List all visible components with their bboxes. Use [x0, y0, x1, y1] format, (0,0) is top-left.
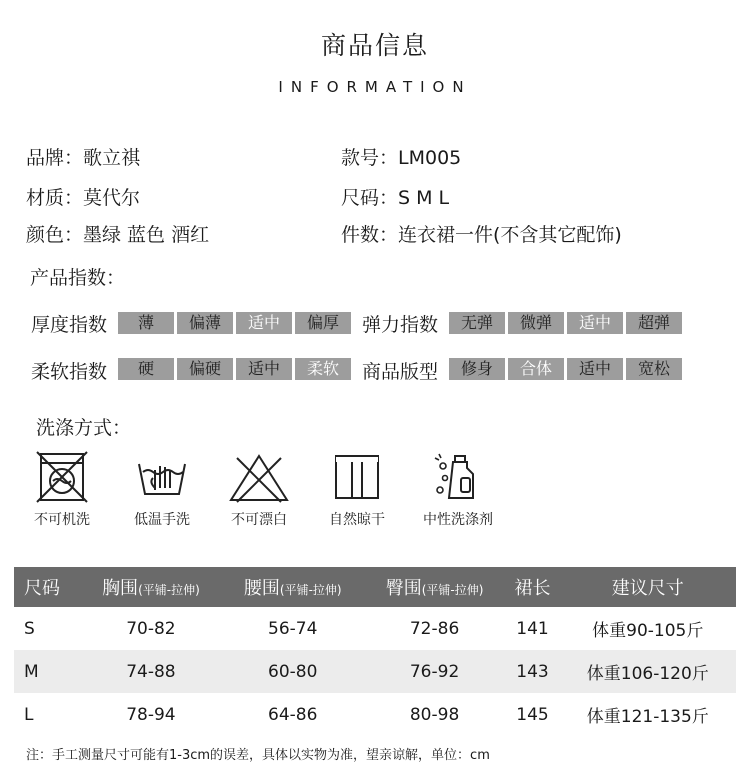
header-waist: 腰围(平铺-拉伸)	[222, 567, 364, 607]
header-suggested: 建议尺寸	[560, 567, 736, 607]
table-header-row	[14, 567, 736, 607]
softness-label: 柔软指数	[31, 361, 108, 383]
fit-option: 修身	[449, 358, 505, 380]
wash-label: 低温手洗	[134, 512, 190, 528]
softness-scale	[118, 358, 351, 380]
wash-label: 不可机洗	[34, 512, 90, 528]
elasticity-label: 弹力指数	[362, 314, 439, 336]
thickness-option: 偏厚	[295, 312, 351, 334]
table-cell: L	[24, 704, 34, 725]
table-cell: 74-88	[80, 650, 222, 693]
fit-option: 宽松	[626, 358, 682, 380]
no-bleach-icon	[227, 450, 291, 504]
table-cell: 143	[505, 650, 559, 693]
page-subtitle: INFORMATION	[278, 78, 472, 96]
header-length: 裙长	[505, 567, 559, 607]
thickness-option: 薄	[118, 312, 174, 334]
fit-scale	[449, 358, 682, 380]
table-row	[14, 607, 736, 650]
softness-option-selected: 柔软	[295, 358, 351, 380]
table-row	[14, 693, 736, 736]
material-info: 材质：莫代尔	[26, 187, 141, 209]
table-row	[14, 650, 736, 693]
no-machine-wash-icon	[35, 450, 89, 504]
header-bust: 胸围(平铺-拉伸)	[80, 567, 222, 607]
softness-option: 硬	[118, 358, 174, 380]
table-cell: M	[14, 650, 80, 693]
thickness-option: 偏薄	[177, 312, 233, 334]
table-cell: 56-74	[268, 618, 318, 639]
wash-item-line-dry	[312, 450, 402, 529]
page-title: 商品信息	[320, 31, 429, 60]
table-cell: 72-86	[409, 618, 460, 639]
header-hip: 臀围(平铺-拉伸)	[364, 567, 506, 607]
table-cell: 60-80	[222, 650, 364, 693]
wash-item-neutral-detergent	[413, 450, 503, 529]
table-cell: 76-92	[364, 650, 506, 693]
table-cell: 体重90-105斤	[592, 621, 704, 641]
elasticity-option: 无弹	[449, 312, 505, 334]
product-index-title: 产品指数：	[30, 267, 126, 289]
wash-item-no-machine	[17, 450, 107, 529]
sizes-info: 尺码：S M L	[341, 187, 450, 209]
elasticity-scale	[449, 312, 682, 334]
wash-method-title: 洗涤方式：	[36, 417, 132, 439]
brand-info: 品牌：歌立祺	[26, 147, 141, 169]
softness-option: 偏硬	[177, 358, 233, 380]
size-table	[14, 567, 736, 736]
elasticity-option-selected: 适中	[567, 312, 623, 334]
softness-option: 适中	[236, 358, 292, 380]
style-number-info: 款号：LM005	[341, 147, 462, 169]
table-cell: 78-94	[126, 704, 176, 725]
hand-wash-icon	[135, 450, 189, 504]
thickness-scale	[118, 312, 351, 334]
neutral-detergent-icon	[431, 450, 485, 504]
wash-item-hand-wash	[117, 450, 207, 529]
colors-info: 颜色：墨绿 蓝色 酒红	[26, 224, 210, 246]
wash-label: 不可漂白	[231, 512, 287, 528]
fit-label: 商品版型	[362, 361, 439, 383]
elasticity-option: 微弹	[508, 312, 564, 334]
table-cell: 体重106-120斤	[560, 650, 736, 693]
measurement-note: 注：手工测量尺寸可能有1-3cm的误差，具体以实物为准，望亲谅解，单位：cm	[26, 748, 490, 763]
table-cell: S	[24, 618, 35, 639]
table-cell: 80-98	[409, 704, 460, 725]
wash-label: 自然晾干	[329, 512, 385, 528]
wash-item-no-bleach	[214, 450, 304, 529]
header-size: 尺码	[14, 567, 80, 607]
elasticity-option: 超弹	[626, 312, 682, 334]
fit-option: 适中	[567, 358, 623, 380]
table-cell: 141	[516, 618, 549, 639]
fit-option-selected: 合体	[508, 358, 564, 380]
line-dry-icon	[330, 450, 384, 504]
wash-label: 中性洗涤剂	[423, 512, 493, 528]
thickness-option-selected: 适中	[236, 312, 292, 334]
table-cell: 70-82	[126, 618, 176, 639]
table-cell: 体重121-135斤	[586, 707, 709, 727]
table-cell: 64-86	[268, 704, 318, 725]
pieces-info: 件数：连衣裙一件(不含其它配饰)	[341, 224, 622, 246]
thickness-label: 厚度指数	[31, 314, 108, 336]
table-cell: 145	[516, 704, 549, 725]
